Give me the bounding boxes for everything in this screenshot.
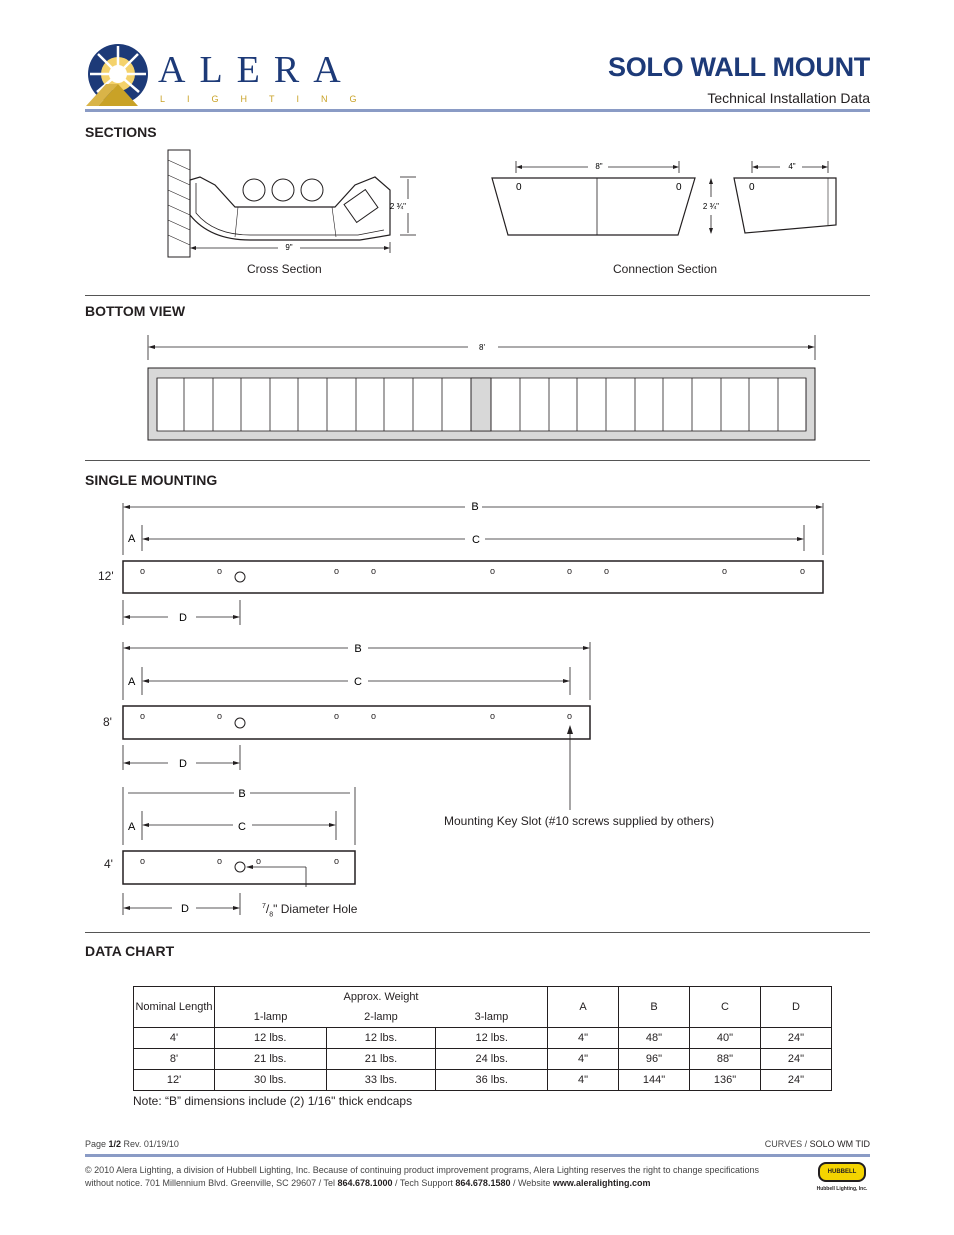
svg-text:o: o xyxy=(371,566,377,576)
website-link[interactable]: www.aleralighting.com xyxy=(552,1178,651,1188)
svg-text:o: o xyxy=(371,711,377,721)
table-cell: 12 lbs. xyxy=(436,1028,548,1049)
svg-text:o: o xyxy=(334,856,340,866)
cross-section-caption: Cross Section xyxy=(247,262,322,276)
dim-c-label: C xyxy=(354,676,362,688)
table-cell: 144" xyxy=(619,1070,690,1091)
mounting-8ft xyxy=(123,642,590,810)
col-1-lamp: 1-lamp xyxy=(215,1007,327,1028)
col-3-lamp: 3-lamp xyxy=(436,1007,548,1028)
unit-label-12ft: 12' xyxy=(98,569,114,583)
table-cell: 24" xyxy=(761,1070,832,1091)
table-row xyxy=(134,1049,832,1070)
footer-rule xyxy=(85,1154,870,1157)
slot-icon: 0 xyxy=(516,182,522,193)
svg-text:o: o xyxy=(490,711,496,721)
sections-heading: SECTIONS xyxy=(85,124,157,140)
table-cell: 30 lbs. xyxy=(215,1070,327,1091)
legal-text: © 2010 Alera Lighting, a division of Hubbell Lighting, Inc. Because of continuing product improvement programs, Alera Lighting reserves the right to change specifications without notice. 701 Millennium Blvd. Greenville, SC 29607 / Tel 864.678.1000 / Tech Support 864.678.1580 / Website www.aleralighting.com xyxy=(85,1165,760,1188)
table-cell: 21 lbs. xyxy=(326,1049,436,1070)
dim-a-label: A xyxy=(128,676,136,688)
table-cell: 8' xyxy=(134,1049,215,1070)
mounting-12ft xyxy=(123,501,823,625)
dim-b-label: B xyxy=(354,643,362,655)
connection-height-label: 2 ¾" xyxy=(702,202,719,211)
sections-drawing xyxy=(160,145,880,275)
connection-section-caption: Connection Section xyxy=(613,262,718,276)
endcap-note: Note: “B” dimensions include (2) 1/16" thick endcaps xyxy=(133,1094,413,1108)
svg-text:o: o xyxy=(217,566,223,576)
col-2-lamp: 2-lamp xyxy=(326,1007,436,1028)
col-dim-b: B xyxy=(619,987,690,1028)
brand-sub: LIGHTING xyxy=(160,94,379,104)
svg-text:o: o xyxy=(800,566,806,576)
dim-d-label: D xyxy=(181,903,189,915)
col-dim-a: A xyxy=(548,987,619,1028)
svg-text:o: o xyxy=(722,566,728,576)
unit-label-8ft: 8' xyxy=(103,715,112,729)
page-info: Page 1/2 Rev. 01/19/10 xyxy=(85,1139,179,1149)
alera-logo xyxy=(84,40,379,110)
svg-text:o: o xyxy=(604,566,610,576)
data-table xyxy=(133,986,832,1091)
svg-text:o: o xyxy=(140,566,146,576)
table-cell: 36 lbs. xyxy=(436,1070,548,1091)
table-cell: 24" xyxy=(761,1028,832,1049)
cross-width-label: 9" xyxy=(285,243,293,252)
table-cell: 24" xyxy=(761,1049,832,1070)
table-row xyxy=(134,1028,832,1049)
table-cell: 21 lbs. xyxy=(215,1049,327,1070)
dim-b-label: B xyxy=(471,501,479,513)
table-cell: 12' xyxy=(134,1070,215,1091)
table-cell: 12 lbs. xyxy=(215,1028,327,1049)
dim-b-label: B xyxy=(238,788,246,800)
svg-text:o: o xyxy=(140,711,146,721)
table-cell: 40" xyxy=(690,1028,761,1049)
table-cell: 136" xyxy=(690,1070,761,1091)
table-row xyxy=(134,1070,832,1091)
table-cell: 88" xyxy=(690,1049,761,1070)
col-approx-weight: Approx. Weight xyxy=(215,987,548,1008)
table-cell: 24 lbs. xyxy=(436,1049,548,1070)
support-link[interactable]: 864.678.1580 xyxy=(455,1178,511,1188)
svg-text:o: o xyxy=(567,711,573,721)
hole-note: $^7/_8$" Diameter Hole xyxy=(262,902,358,919)
bottom-view-drawing xyxy=(140,330,830,445)
dim-d-label: D xyxy=(179,612,187,624)
table-cell: 96" xyxy=(619,1049,690,1070)
brand-name: ALERA xyxy=(158,49,355,91)
col-dim-d: D xyxy=(761,987,832,1028)
dim-a-label: A xyxy=(128,821,136,833)
doc-id: CURVES / SOLO WM TID xyxy=(764,1139,870,1149)
table-cell: 4" xyxy=(548,1028,619,1049)
table-cell: 4" xyxy=(548,1070,619,1091)
dim-c-label: C xyxy=(238,821,246,833)
dim-a-label: A xyxy=(128,533,136,545)
mounting-drawing xyxy=(90,495,850,925)
dim-d-label: D xyxy=(179,758,187,770)
table-cell: 33 lbs. xyxy=(326,1070,436,1091)
hubbell-logo: HUBBELL Hubbell Lighting, Inc. xyxy=(812,1162,872,1198)
svg-text:o: o xyxy=(217,711,223,721)
page-subtitle: Technical Installation Data xyxy=(707,90,870,106)
connection-width-label: 8" xyxy=(595,162,603,171)
table-cell: 12 lbs. xyxy=(326,1028,436,1049)
slot-icon: 0 xyxy=(749,182,755,193)
section-divider xyxy=(85,932,870,933)
svg-text:o: o xyxy=(140,856,146,866)
col-dim-c: C xyxy=(690,987,761,1028)
header-rule xyxy=(85,109,870,112)
table-cell: 4' xyxy=(134,1028,215,1049)
connection-end-width-label: 4" xyxy=(788,162,796,171)
data-chart-heading: DATA CHART xyxy=(85,943,175,959)
table-cell: 4" xyxy=(548,1049,619,1070)
svg-text:o: o xyxy=(334,566,340,576)
unit-label-4ft: 4' xyxy=(104,857,113,871)
page-title: SOLO WALL MOUNT xyxy=(608,52,870,82)
dim-c-label: C xyxy=(472,534,480,546)
table-cell: 48" xyxy=(619,1028,690,1049)
key-slot-note: Mounting Key Slot (#10 screws supplied by others) xyxy=(444,814,715,828)
svg-text:o: o xyxy=(490,566,496,576)
bottom-length-label: 8' xyxy=(479,343,485,352)
section-divider xyxy=(85,460,870,461)
mounting-4ft xyxy=(123,787,355,915)
col-nominal-length: Nominal Length xyxy=(134,987,215,1028)
svg-text:o: o xyxy=(567,566,573,576)
cross-height-label: 2 ¾" xyxy=(389,202,406,211)
slot-icon: 0 xyxy=(676,182,682,193)
bottom-view-heading: BOTTOM VIEW xyxy=(85,303,186,319)
svg-text:o: o xyxy=(334,711,340,721)
page-number: 1/2 xyxy=(108,1139,122,1149)
single-mounting-heading: SINGLE MOUNTING xyxy=(85,472,218,488)
svg-text:o: o xyxy=(217,856,223,866)
tel-link[interactable]: 864.678.1000 xyxy=(337,1178,393,1188)
svg-text:o: o xyxy=(256,856,262,866)
section-divider xyxy=(85,295,870,296)
